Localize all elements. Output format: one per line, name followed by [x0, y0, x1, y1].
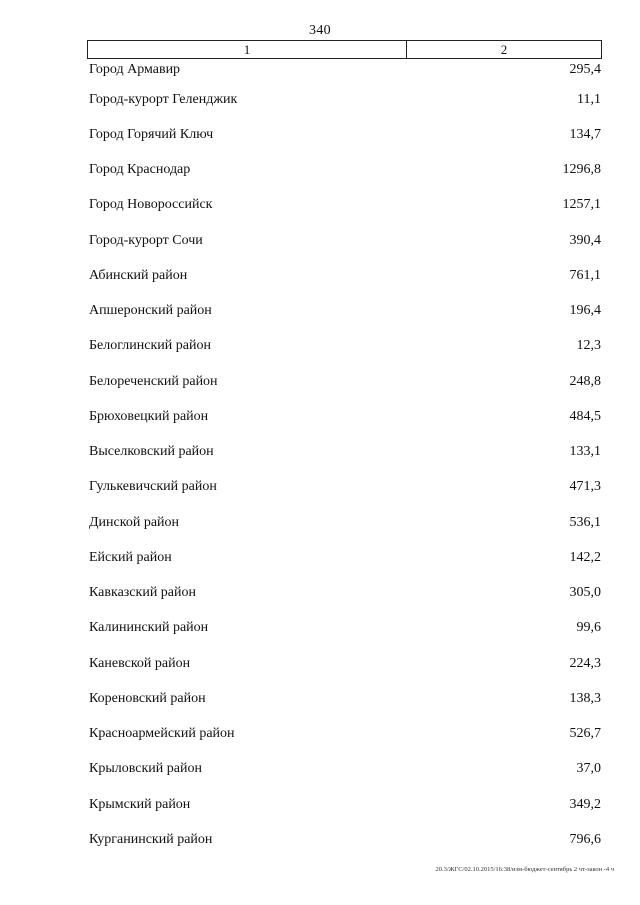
- table-row: [89, 117, 602, 152]
- table-row: [89, 435, 602, 470]
- row-name: Город Краснодар: [89, 162, 191, 178]
- row-value: 12,3: [576, 338, 601, 354]
- table-row: [89, 82, 602, 117]
- row-value: 248,8: [569, 373, 601, 389]
- row-name: Выселковский район: [89, 444, 214, 460]
- row-value: 196,4: [569, 303, 601, 319]
- row-name: Динской район: [89, 514, 180, 530]
- row-name: Апшеронский район: [89, 303, 212, 319]
- row-value: 1257,1: [562, 197, 601, 213]
- row-name: Город-курорт Геленджик: [89, 91, 238, 107]
- row-value: 526,7: [569, 726, 601, 742]
- row-value: 390,4: [569, 232, 601, 248]
- row-name: Город-курорт Сочи: [89, 232, 203, 248]
- table-row: [89, 646, 602, 681]
- row-value: 99,6: [576, 620, 601, 636]
- row-value: 134,7: [569, 126, 601, 142]
- header-column-2: 2: [500, 41, 508, 57]
- row-name: Кавказский район: [89, 585, 197, 601]
- row-name: Крыловский район: [89, 761, 202, 777]
- row-name: Красноармейский район: [89, 726, 235, 742]
- table-row: [89, 188, 602, 223]
- table-row: [89, 399, 602, 434]
- page-number: 340: [309, 23, 331, 38]
- row-value: 295,4: [569, 62, 601, 77]
- row-value: 761,1: [569, 267, 601, 283]
- table-row: [89, 681, 602, 716]
- row-value: 484,5: [569, 408, 601, 424]
- row-value: 11,1: [577, 91, 601, 107]
- table-row: [89, 717, 602, 752]
- table-row: [89, 294, 602, 329]
- row-value: 796,6: [569, 831, 601, 847]
- row-value: 536,1: [569, 514, 601, 530]
- table-row: [89, 60, 602, 82]
- table-row: [89, 258, 602, 293]
- row-name: Калининский район: [89, 620, 209, 636]
- table-row: [89, 329, 602, 364]
- row-name: Город Новороссийск: [89, 197, 213, 213]
- row-value: 224,3: [569, 655, 601, 671]
- row-name: Курганинский район: [89, 831, 213, 847]
- row-name: Ейский район: [89, 549, 172, 565]
- row-name: Город Горячий Ключ: [89, 126, 214, 142]
- row-value: 305,0: [569, 585, 601, 601]
- row-name: Город Армавир: [89, 62, 181, 77]
- header-column-1: 1: [88, 41, 407, 58]
- row-value: 138,3: [569, 690, 601, 706]
- row-name: Кореновский район: [89, 690, 206, 706]
- row-name: Абинский район: [89, 267, 188, 283]
- table-row: [89, 364, 602, 399]
- table-row: [89, 153, 602, 188]
- table-row: [89, 611, 602, 646]
- row-name: Белореченский район: [89, 373, 218, 389]
- row-value: 349,2: [569, 796, 601, 812]
- table-row: [89, 540, 602, 575]
- table-row: [89, 787, 602, 822]
- table-row: [89, 822, 602, 857]
- row-name: Белоглинский район: [89, 338, 211, 354]
- row-name: Крымский район: [89, 796, 191, 812]
- row-name: Гулькевичский район: [89, 479, 217, 495]
- table-row: [89, 576, 602, 611]
- row-value: 1296,8: [562, 162, 601, 178]
- row-value: 37,0: [576, 761, 601, 777]
- table-header: [87, 40, 602, 59]
- table-row: [89, 223, 602, 258]
- row-value: 142,2: [569, 549, 601, 565]
- table-row: [89, 752, 602, 787]
- table-body: [89, 60, 602, 858]
- row-name: Брюховецкий район: [89, 408, 209, 424]
- row-name: Каневской район: [89, 655, 191, 671]
- footer-stamp: 20.3/ЖГС/02.10.2015/16:38/изм-бюджет-сентябрь 2 чт-закон -4 ч: [435, 866, 614, 873]
- table-row: [89, 470, 602, 505]
- row-value: 471,3: [569, 479, 601, 495]
- table-row: [89, 505, 602, 540]
- row-value: 133,1: [569, 444, 601, 460]
